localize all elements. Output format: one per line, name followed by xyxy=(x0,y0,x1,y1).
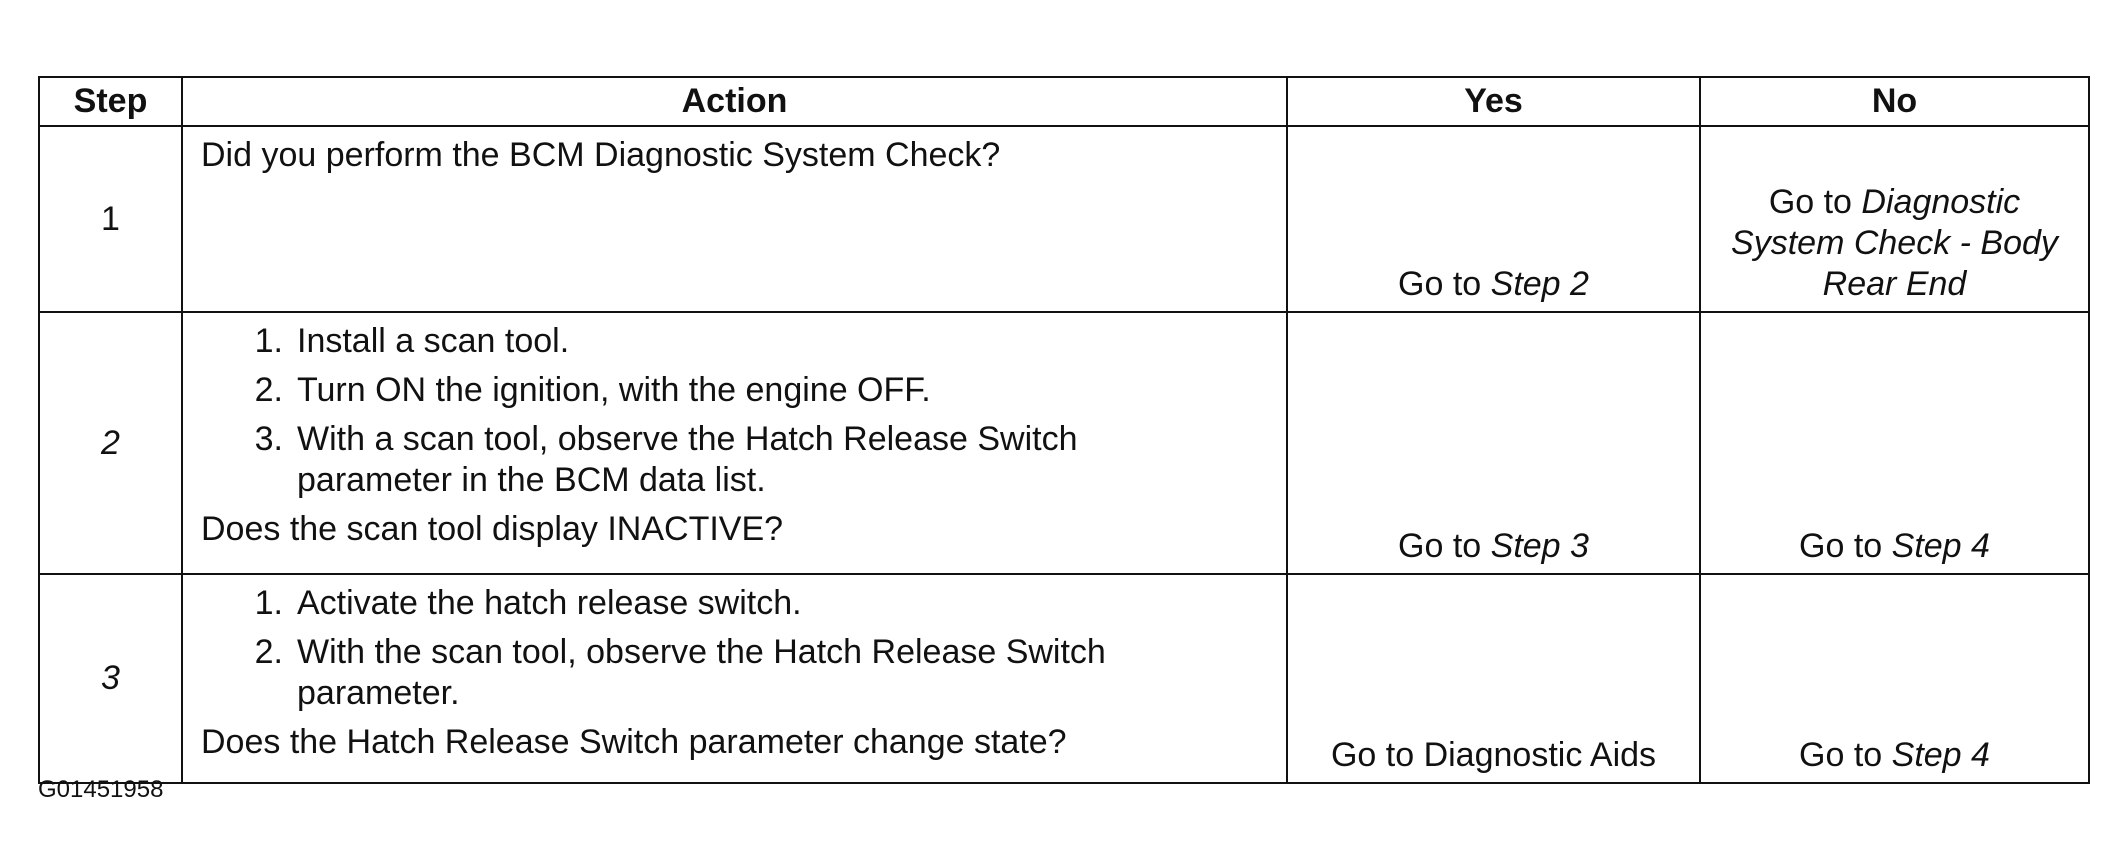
header-no: No xyxy=(1700,77,2089,126)
yes-cell xyxy=(1287,312,1700,574)
action-question: Does the scan tool display INACTIVE? xyxy=(201,510,784,548)
no-prefix: Go to xyxy=(1799,527,1892,565)
list-item-number: 3. xyxy=(254,420,283,458)
header-step: Step xyxy=(39,77,182,126)
step-number: 1 xyxy=(101,199,120,238)
no-link[interactable]: Diagnostic System Check - Body Rear End xyxy=(1731,183,2058,303)
no-prefix: Go to xyxy=(1799,736,1892,774)
table-row xyxy=(39,574,2089,783)
list-item-text: With a scan tool, observe the Hatch Release Switch parameter in the BCM data list. xyxy=(297,420,1078,499)
list-item-text: Activate the hatch release switch. xyxy=(297,584,802,622)
list-item xyxy=(201,583,1272,624)
yes-cell xyxy=(1287,574,1700,783)
list-item xyxy=(201,370,1272,411)
no-cell xyxy=(1700,574,2089,783)
diagnostic-table xyxy=(38,76,2090,784)
action-cell xyxy=(182,574,1287,783)
header-action: Action xyxy=(182,77,1287,126)
list-item-number: 2. xyxy=(254,633,283,671)
list-item-number: 2. xyxy=(254,371,283,409)
action-cell xyxy=(182,126,1287,312)
list-item-number: 1. xyxy=(254,322,283,360)
header-yes: Yes xyxy=(1287,77,1700,126)
list-item-text: Install a scan tool. xyxy=(297,322,570,360)
no-cell xyxy=(1700,126,2089,312)
list-item-text: Turn ON the ignition, with the engine OFF. xyxy=(297,371,931,409)
list-item xyxy=(201,321,1272,362)
no-prefix: Go to xyxy=(1768,183,1862,221)
table-row xyxy=(39,312,2089,574)
step-cell xyxy=(39,574,182,783)
action-list xyxy=(201,583,1272,714)
step-cell xyxy=(39,126,182,312)
list-item-text: With the scan tool, observe the Hatch Release Switch parameter. xyxy=(297,633,1106,712)
yes-prefix[interactable]: Go to Diagnostic Aids xyxy=(1330,736,1657,774)
yes-link[interactable]: Step 3 xyxy=(1490,527,1589,565)
action-question: Did you perform the BCM Diagnostic System Check? xyxy=(201,136,1001,174)
list-item-number: 1. xyxy=(254,584,283,622)
yes-prefix: Go to xyxy=(1398,527,1491,565)
table-row xyxy=(39,126,2089,312)
step-number: 2 xyxy=(101,423,120,462)
figure-id: G01451958 xyxy=(38,776,164,803)
yes-cell xyxy=(1287,126,1700,312)
list-item xyxy=(201,632,1272,714)
no-link[interactable]: Step 4 xyxy=(1891,736,1990,774)
yes-link[interactable]: Step 2 xyxy=(1490,265,1589,303)
action-cell xyxy=(182,312,1287,574)
yes-prefix: Go to xyxy=(1398,265,1491,303)
table-header-row xyxy=(39,77,2089,126)
action-question: Does the Hatch Release Switch parameter change state? xyxy=(201,723,1067,761)
no-cell xyxy=(1700,312,2089,574)
action-list xyxy=(201,321,1272,501)
list-item xyxy=(201,419,1272,501)
step-number: 3 xyxy=(101,659,120,697)
no-link[interactable]: Step 4 xyxy=(1891,527,1990,565)
step-cell xyxy=(39,312,182,574)
